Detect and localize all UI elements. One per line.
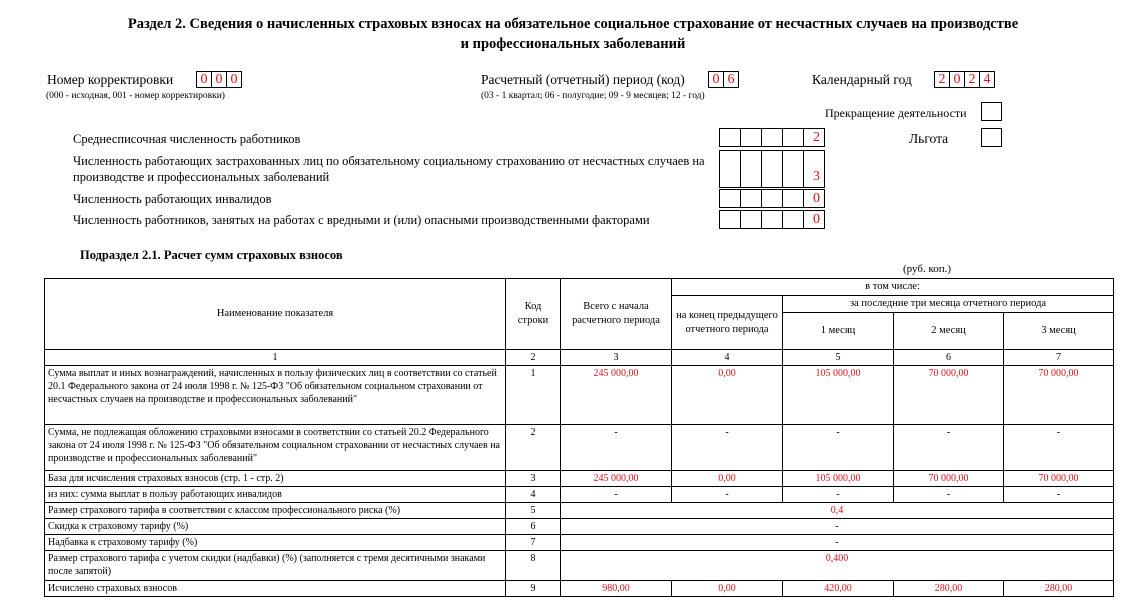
digit-cell[interactable] — [782, 150, 804, 188]
year-label: Календарный год — [812, 72, 912, 87]
year-digit[interactable]: 2 — [934, 71, 950, 88]
table-row — [45, 519, 1114, 535]
digit-cell[interactable] — [782, 189, 804, 208]
row-m3[interactable]: - — [1004, 425, 1114, 471]
table-row — [45, 581, 1114, 597]
colnum: 7 — [1004, 350, 1114, 366]
row-merged-value[interactable]: - — [561, 519, 1114, 535]
header-total: Всего с начала расчетного периода — [561, 279, 672, 350]
digit-cell[interactable] — [740, 150, 762, 188]
row-m3[interactable]: - — [1004, 487, 1114, 503]
period-code-field[interactable] — [708, 71, 738, 88]
row-m3[interactable]: 70 000,00 — [1004, 471, 1114, 487]
hazardous-count-field[interactable] — [719, 210, 824, 229]
row-m2[interactable]: - — [894, 425, 1004, 471]
insured-count-label-line1: Численность работающих застрахованных лиц по обязательному социальному страхованию от несчастных случаев на — [73, 154, 705, 168]
header-code: Код строки — [506, 279, 561, 350]
correction-number-field[interactable] — [196, 71, 241, 88]
row-code: 2 — [506, 425, 561, 471]
row-total[interactable]: - — [561, 487, 672, 503]
avg-headcount-field[interactable] — [719, 128, 824, 147]
row-name: Сумма, не подлежащая обложению страховыми взносами в соответствии со статьей 20.2 Федерального закона от 24 июля 1998 г. № 125-ФЗ "Об обязательном социальном страховании от несчастных случаев на производстве и профессиональных заболеваний" — [45, 425, 506, 471]
digit-cell[interactable] — [719, 189, 741, 208]
digit-cell[interactable]: 2 — [803, 128, 825, 147]
header-month1: 1 месяц — [783, 313, 894, 350]
termination-checkbox[interactable] — [981, 102, 1002, 121]
row-m2[interactable]: 280,00 — [894, 581, 1004, 597]
table-row — [45, 425, 1114, 471]
header-last3: за последние три месяца отчетного периода — [783, 296, 1114, 313]
digit-cell[interactable] — [740, 189, 762, 208]
period-label: Расчетный (отчетный) период (код) — [481, 72, 685, 87]
colnum: 3 — [561, 350, 672, 366]
digit-cell[interactable] — [719, 150, 741, 188]
period-digit[interactable]: 0 — [708, 71, 724, 88]
table-row — [45, 487, 1114, 503]
row-m1[interactable]: 105 000,00 — [783, 471, 894, 487]
insured-count-label — [73, 153, 705, 185]
row-code: 9 — [506, 581, 561, 597]
header-month3: 3 месяц — [1004, 313, 1114, 350]
row-merged-value[interactable]: 0,4 — [561, 503, 1114, 519]
header-month2: 2 месяц — [894, 313, 1004, 350]
row-name: Исчислено страховых взносов — [45, 581, 506, 597]
header-including: в том числе: — [672, 279, 1114, 296]
row-name: Скидка к страховому тарифу (%) — [45, 519, 506, 535]
disabled-count-label: Численность работающих инвалидов — [73, 192, 272, 206]
colnum: 4 — [672, 350, 783, 366]
insured-count-field[interactable] — [719, 150, 824, 188]
correction-digit[interactable]: 0 — [226, 71, 242, 88]
section-title-line2: и профессиональных заболеваний — [460, 36, 686, 52]
row-name: База для исчисления страховых взносов (стр. 1 - стр. 2) — [45, 471, 506, 487]
row-prev[interactable]: 0,00 — [672, 366, 783, 425]
period-digit[interactable]: 6 — [723, 71, 739, 88]
row-m1[interactable]: - — [783, 425, 894, 471]
calendar-year-field[interactable] — [934, 71, 994, 88]
digit-cell[interactable] — [761, 150, 783, 188]
contributions-table — [44, 278, 1114, 597]
row-m2[interactable]: 70 000,00 — [894, 471, 1004, 487]
units-label: (руб. коп.) — [903, 263, 952, 275]
row-code: 8 — [506, 551, 561, 581]
hazardous-count-label: Численность работников, занятых на работах с вредными и (или) опасными производственными факторами — [73, 213, 650, 227]
row-code: 4 — [506, 487, 561, 503]
avg-headcount-label: Среднесписочная численность работников — [73, 132, 301, 146]
table-row — [45, 366, 1114, 425]
correction-label: Номер корректировки — [47, 72, 174, 87]
benefit-checkbox[interactable] — [981, 128, 1002, 147]
year-digit[interactable]: 4 — [979, 71, 995, 88]
table-row — [45, 471, 1114, 487]
row-m3[interactable]: 70 000,00 — [1004, 366, 1114, 425]
digit-cell[interactable] — [761, 210, 783, 229]
digit-cell[interactable] — [761, 128, 783, 147]
digit-cell[interactable] — [719, 128, 741, 147]
termination-label: Прекращение деятельности — [825, 106, 967, 120]
row-prev[interactable]: - — [672, 425, 783, 471]
correction-digit[interactable]: 0 — [196, 71, 212, 88]
row-total[interactable]: 980,00 — [561, 581, 672, 597]
row-code: 7 — [506, 535, 561, 551]
row-code: 3 — [506, 471, 561, 487]
row-m1[interactable]: - — [783, 487, 894, 503]
correction-note: (000 - исходная, 001 - номер корректировки) — [46, 91, 225, 101]
insured-count-label-line2: производстве и профессиональных заболеваний — [73, 170, 330, 184]
period-note: (03 - 1 квартал; 06 - полугодие; 09 - 9 месяцев; 12 - год) — [481, 91, 705, 101]
header-prev-end: на конец предыдущего отчетного периода — [672, 296, 783, 350]
row-prev[interactable]: - — [672, 487, 783, 503]
digit-cell[interactable] — [782, 128, 804, 147]
row-total[interactable]: - — [561, 425, 672, 471]
correction-digit[interactable]: 0 — [211, 71, 227, 88]
digit-cell[interactable] — [740, 128, 762, 147]
row-m3[interactable]: 280,00 — [1004, 581, 1114, 597]
table-row — [45, 503, 1114, 519]
digit-cell[interactable] — [782, 210, 804, 229]
benefit-label: Льгота — [909, 131, 949, 146]
row-m1[interactable]: 420,00 — [783, 581, 894, 597]
digit-cell[interactable] — [719, 210, 741, 229]
section-title — [0, 14, 1146, 54]
row-prev[interactable]: 0,00 — [672, 471, 783, 487]
row-m1[interactable]: 105 000,00 — [783, 366, 894, 425]
row-name: Размер страхового тарифа в соответствии с классом профессионального риска (%) — [45, 503, 506, 519]
subsection-title: Подраздел 2.1. Расчет сумм страховых взносов — [80, 248, 343, 262]
digit-cell[interactable]: 0 — [803, 189, 825, 208]
row-code: 1 — [506, 366, 561, 425]
row-m2[interactable]: 70 000,00 — [894, 366, 1004, 425]
year-digit[interactable]: 0 — [949, 71, 965, 88]
row-name: Сумма выплат и иных вознаграждений, начисленных в пользу физических лиц в соответствии со статьей 20.1 Федерального закона от 24 июля 1998 г. № 125-ФЗ "Об обязательном социальном страховании от несчастных случаев на производстве и профессиональных заболеваний" — [45, 366, 506, 425]
colnum: 1 — [45, 350, 506, 366]
row-merged-value[interactable]: 0,400 — [561, 551, 1114, 581]
row-prev[interactable]: 0,00 — [672, 581, 783, 597]
row-m2[interactable]: - — [894, 487, 1004, 503]
row-name: Размер страхового тарифа с учетом скидки (надбавки) (%) (заполняется с тремя десятичными знаками после запятой) — [45, 551, 506, 581]
row-merged-value[interactable]: - — [561, 535, 1114, 551]
row-name: из них: сумма выплат в пользу работающих инвалидов — [45, 487, 506, 503]
row-total[interactable]: 245 000,00 — [561, 366, 672, 425]
colnum: 2 — [506, 350, 561, 366]
year-digit[interactable]: 2 — [964, 71, 980, 88]
disabled-count-field[interactable] — [719, 189, 824, 208]
colnum: 6 — [894, 350, 1004, 366]
colnum: 5 — [783, 350, 894, 366]
row-code: 6 — [506, 519, 561, 535]
section-title-line1: Раздел 2. Сведения о начисленных страховых взносах на обязательное социальное страхование от несчастных случаев на производстве — [127, 16, 1019, 32]
row-total[interactable]: 245 000,00 — [561, 471, 672, 487]
table-row — [45, 535, 1114, 551]
row-name: Надбавка к страховому тарифу (%) — [45, 535, 506, 551]
table-row — [45, 551, 1114, 581]
digit-cell[interactable]: 3 — [803, 150, 825, 188]
digit-cell[interactable] — [740, 210, 762, 229]
header-name: Наименование показателя — [45, 279, 506, 350]
digit-cell[interactable]: 0 — [803, 210, 825, 229]
row-code: 5 — [506, 503, 561, 519]
digit-cell[interactable] — [761, 189, 783, 208]
